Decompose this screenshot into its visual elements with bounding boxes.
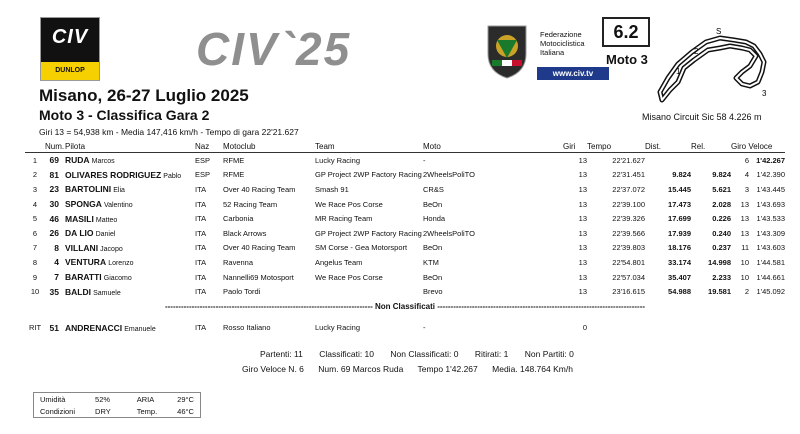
cell-giri: 13 — [578, 272, 587, 282]
cell-fast-lap-number: 13 — [740, 199, 749, 209]
cell-fast-lap-time: 1'45.092 — [756, 287, 786, 297]
cell-dist: 33.174 — [668, 257, 691, 267]
cell-moto: BeOn — [423, 272, 443, 282]
federation-line-3: Italiana — [540, 48, 565, 57]
cell-dist: 17.939 — [668, 228, 691, 238]
cell-pos: 6 — [32, 228, 38, 238]
table-row — [25, 153, 785, 168]
rider-firstname: Pablo — [163, 172, 182, 180]
table-row — [25, 182, 785, 197]
federation-line-2: Motociclistica — [540, 39, 585, 48]
cell-num: 7 — [54, 272, 59, 283]
cell-num: 8 — [54, 242, 59, 253]
cell-giri: 13 — [578, 199, 587, 209]
cell-rel: 19.581 — [708, 287, 731, 297]
cell-dist: 17.699 — [668, 214, 691, 224]
fastest-lap-rider: Num. 69 Marcos Ruda — [318, 364, 404, 374]
cell-team: Angelus Team — [315, 257, 363, 267]
cell-rel: 0.240 — [712, 228, 731, 238]
event-title: Misano, 26-27 Luglio 2025 — [39, 86, 249, 105]
cell-pilota — [65, 182, 195, 197]
summary-non-classificati: Non Classificati: 0 — [390, 349, 459, 359]
cell-pilota — [65, 270, 195, 285]
empty-cell — [731, 321, 749, 336]
cell-tempo: 22'37.072 — [612, 184, 645, 194]
non-classified-label: ------------------------------------------------------------------------------ Non Classificati ------------------------------------------------------------------------------ — [164, 301, 646, 311]
cell-team: Lucky Racing — [315, 323, 361, 333]
rider-firstname: Daniel — [95, 231, 116, 239]
cell-fast-lap-time: 1'44.661 — [756, 272, 786, 282]
cell-dist: 54.988 — [668, 287, 691, 297]
table-row — [25, 168, 785, 183]
cell-rel: 5.621 — [712, 184, 731, 194]
cell-fast-lap-number: 3 — [744, 184, 749, 194]
cell-tempo: 22'21.627 — [612, 155, 645, 165]
cell-tempo: 22'31.451 — [612, 170, 645, 180]
cell-pos: 4 — [32, 199, 38, 209]
table-row — [25, 211, 785, 226]
header-tempo: Tempo — [587, 140, 645, 153]
cell-moto: Honda — [423, 214, 446, 224]
cell-num: 51 — [49, 322, 59, 333]
fmi-crest-icon — [484, 20, 530, 80]
map-marker-2: 2 — [694, 47, 699, 56]
cell-motoclub: Over 40 Racing Team — [223, 243, 296, 253]
cell-naz: ITA — [195, 199, 207, 209]
fastest-lap-number: Giro Veloce N. 6 — [242, 364, 304, 374]
results-table — [25, 140, 785, 335]
map-marker-3: 3 — [762, 89, 767, 98]
cell-moto: 2WheelsPoliTO — [423, 228, 475, 238]
table-row-retired — [25, 321, 785, 336]
table-row — [25, 241, 785, 256]
cell-dist: 9.824 — [672, 170, 691, 180]
header-rel: Rel. — [691, 140, 731, 153]
cell-tempo: 22'54.801 — [612, 257, 645, 267]
cell-giri: 13 — [578, 257, 587, 267]
cell-fast-lap-number: 2 — [744, 287, 749, 297]
civ-title-year: `25 — [278, 23, 352, 75]
cell-moto: KTM — [423, 257, 439, 267]
cell-motoclub: RFME — [223, 170, 245, 180]
cell-fast-lap-number: 4 — [744, 170, 749, 180]
cell-pos: 3 — [32, 184, 38, 194]
rider-firstname: Valentino — [103, 202, 133, 210]
spacer-cell — [25, 314, 785, 321]
cell-fast-lap-time: 1'42.390 — [756, 170, 786, 180]
cell-motoclub: Over 40 Racing Team — [223, 184, 296, 194]
header-dist: Dist. — [645, 140, 691, 153]
rider-firstname: Giacomo — [103, 275, 132, 283]
track-temp-value: 46°C — [177, 406, 194, 416]
cell-motoclub: Nannelli69 Motosport — [223, 272, 294, 282]
cell-pos: 5 — [32, 214, 38, 224]
cell-giri: 13 — [578, 170, 587, 180]
cell-giri: 13 — [578, 214, 587, 224]
cell-dist: 15.445 — [668, 184, 691, 194]
header-pos — [25, 140, 45, 153]
cell-tempo: 22'39.326 — [612, 214, 645, 224]
cell-pos: RIT — [28, 323, 42, 333]
federation-name — [540, 30, 585, 57]
cell-pilota — [65, 197, 195, 212]
spacer-row — [25, 314, 785, 321]
cell-fast-lap-time: 1'43.309 — [756, 228, 786, 238]
table-row — [25, 197, 785, 212]
cell-tempo: 22'39.566 — [612, 228, 645, 238]
race-number-box: 6.2 — [602, 17, 650, 47]
air-label: ARIA — [136, 394, 155, 404]
cell-rel: 14.998 — [708, 257, 731, 267]
rider-firstname: Matteo — [95, 216, 118, 224]
civ-logo-text: CIV — [51, 26, 89, 48]
air-value: 29°C — [177, 394, 194, 404]
cell-naz: ESP — [195, 170, 211, 180]
cell-fast-lap-number: 13 — [740, 214, 749, 224]
cell-dist: 17.473 — [668, 199, 691, 209]
dunlop-logo: DUNLOP — [41, 62, 99, 80]
cell-num: 26 — [49, 228, 59, 239]
cell-team: We Race Pos Corse — [315, 199, 383, 209]
rider-firstname: Emanuele — [124, 325, 156, 333]
empty-cell — [587, 321, 645, 336]
cell-fast-lap-number: 11 — [741, 243, 749, 253]
cell-moto: 2WheelsPoliTO — [423, 170, 475, 180]
summary-ritirati: Ritirati: 1 — [474, 349, 509, 359]
cell-motoclub: RFME — [223, 155, 245, 165]
cell-naz: ITA — [195, 272, 207, 282]
cell-dist — [645, 153, 691, 168]
cell-pilota — [65, 168, 195, 183]
rider-surname: SPONGA — [65, 199, 102, 210]
cell-num: 23 — [49, 184, 59, 195]
cell-motoclub: Ravenna — [223, 257, 254, 267]
class-name: Moto 3 — [606, 52, 648, 67]
fastest-lap-speed: Media. 148.764 Km/h — [492, 364, 573, 374]
cell-giri: 13 — [578, 184, 587, 194]
rider-surname: DA LIO — [65, 228, 94, 239]
cell-moto: - — [423, 155, 426, 165]
weather-row-1 — [34, 393, 201, 406]
table-header-row — [25, 140, 785, 153]
rider-surname: BARTOLINI — [65, 184, 112, 195]
cell-rel: 9.824 — [712, 170, 731, 180]
table-row — [25, 284, 785, 299]
header-giri: Giri — [563, 140, 587, 153]
cell-num: 69 — [49, 155, 59, 166]
cell-team: Lucky Racing — [315, 155, 361, 165]
cell-fast-lap-number: 6 — [744, 155, 749, 165]
cell-motoclub: Rosso Italiano — [223, 323, 271, 333]
cell-motoclub: Carbonia — [223, 214, 254, 224]
cell-pilota — [65, 153, 195, 168]
rider-firstname: Elia — [113, 187, 125, 195]
fastest-lap-time: Tempo 1'42.267 — [417, 364, 478, 374]
conditions-value: DRY — [95, 406, 111, 416]
rider-firstname: Jacopo — [100, 245, 123, 253]
rider-firstname: Samuele — [93, 289, 121, 297]
rider-surname: VILLANI — [65, 242, 99, 253]
cell-rel: 0.226 — [712, 214, 731, 224]
cell-pos: 8 — [32, 257, 38, 267]
cell-giri: 0 — [582, 323, 587, 333]
summary-non-partiti: Non Partiti: 0 — [524, 349, 574, 359]
cell-pilota — [65, 226, 195, 241]
conditions-label: Condizioni — [40, 406, 76, 416]
summary-partenti: Partenti: 11 — [260, 349, 303, 359]
cell-giri: 13 — [578, 243, 587, 253]
cell-team: MR Racing Team — [315, 214, 373, 224]
cell-pilota — [65, 241, 195, 256]
cell-team: We Race Pos Corse — [315, 272, 383, 282]
cell-moto: Brevo — [423, 287, 443, 297]
summary-classificati: Classificati: 10 — [319, 349, 375, 359]
cell-moto: CR&S — [423, 184, 444, 194]
cell-naz: ITA — [195, 323, 207, 333]
cell-tempo: 22'57.034 — [612, 272, 645, 282]
empty-cell — [691, 321, 731, 336]
header-motoclub: Motoclub — [223, 140, 315, 153]
civ-title-logo — [196, 22, 352, 75]
non-classified-separator — [25, 299, 785, 314]
cell-tempo: 22'39.100 — [612, 199, 645, 209]
table-row — [25, 270, 785, 285]
cell-pos: 9 — [32, 272, 38, 282]
rider-surname: VENTURA — [65, 257, 107, 268]
federation-line-1: Federazione — [540, 30, 582, 39]
header-team: Team — [315, 140, 423, 153]
map-marker-start: S — [716, 27, 722, 36]
cell-fast-lap-number: 10 — [740, 272, 749, 282]
cell-rel: 0.237 — [712, 243, 731, 253]
cell-fast-lap-time: 1'42.267 — [756, 155, 786, 165]
cell-naz: ESP — [195, 155, 211, 165]
cell-giri: 13 — [578, 287, 587, 297]
race-info: Giri 13 = 54,938 km - Media 147,416 km/h - Tempo di gara 22'21.627 — [39, 127, 299, 137]
cell-team: SM Corse - Gea Motorsport — [315, 243, 408, 253]
track-temp-label: Temp. — [136, 406, 158, 416]
rider-surname: BALDI — [65, 286, 91, 297]
cell-giri: 13 — [578, 155, 587, 165]
header-naz: Naz — [195, 140, 223, 153]
cell-num: 4 — [54, 257, 59, 268]
cell-fast-lap-time: 1'43.445 — [756, 184, 786, 194]
federation-website[interactable]: www.civ.tv — [537, 67, 609, 80]
cell-pos: 1 — [32, 155, 38, 165]
cell-pilota — [65, 255, 195, 270]
rider-surname: MASILI — [65, 213, 94, 224]
cell-dist: 35.407 — [668, 272, 691, 282]
cell-tempo: 23'16.615 — [612, 287, 645, 297]
cell-rel — [691, 153, 731, 168]
cell-pos: 7 — [32, 243, 38, 253]
civ-title-text: CIV — [196, 23, 279, 75]
rider-surname: RUDA — [65, 155, 90, 166]
cell-tempo: 22'39.803 — [612, 243, 645, 253]
cell-naz: ITA — [195, 243, 207, 253]
cell-team — [315, 284, 423, 299]
weather-box — [33, 392, 201, 418]
cell-num: 46 — [49, 213, 59, 224]
cell-pilota — [65, 211, 195, 226]
cell-naz: ITA — [195, 214, 207, 224]
cell-fast-lap-time: 1'43.693 — [756, 199, 786, 209]
cell-rel: 2.028 — [712, 199, 731, 209]
cell-rel: 2.233 — [712, 272, 731, 282]
empty-cell — [749, 321, 785, 336]
cell-pilota — [65, 284, 195, 299]
race-title: Moto 3 - Classifica Gara 2 — [39, 107, 210, 123]
empty-cell — [645, 321, 691, 336]
cell-moto: BeOn — [423, 243, 443, 253]
cell-team: GP Project 2WP Factory Racing — [315, 228, 422, 238]
rider-firstname: Marcos — [91, 158, 115, 166]
humidity-value: 52% — [95, 394, 111, 404]
header-giro-veloce: Giro Veloce — [731, 140, 785, 153]
cell-moto: - — [423, 323, 426, 333]
map-marker-1: 1 — [676, 67, 681, 76]
cell-naz: ITA — [195, 257, 207, 267]
cell-pos: 10 — [30, 287, 40, 297]
summary-fastest-lap — [242, 364, 585, 374]
circuit-map-icon — [650, 20, 780, 110]
cell-fast-lap-number: 10 — [740, 257, 749, 267]
weather-row-2 — [34, 405, 201, 418]
civ-logo — [40, 17, 100, 81]
humidity-label: Umidità — [40, 394, 66, 404]
cell-fast-lap-time: 1'44.581 — [756, 257, 786, 267]
header-pilota: Pilota — [65, 140, 195, 153]
cell-naz: ITA — [195, 228, 207, 238]
results-body — [25, 153, 785, 336]
cell-num: 35 — [49, 286, 59, 297]
table-row — [25, 226, 785, 241]
cell-motoclub: Paolo Tordi — [223, 287, 261, 297]
cell-giri: 13 — [578, 228, 587, 238]
header-num: Num. — [45, 141, 65, 151]
header-moto: Moto — [423, 140, 563, 153]
cell-motoclub: Black Arrows — [223, 228, 267, 238]
cell-moto: BeOn — [423, 199, 443, 209]
cell-team: Smash 91 — [315, 184, 349, 194]
cell-num: 81 — [49, 169, 59, 180]
cell-naz: ITA — [195, 184, 207, 194]
rider-surname: BARATTI — [65, 272, 102, 283]
cell-fast-lap-number: 13 — [740, 228, 749, 238]
cell-dist: 18.176 — [668, 243, 691, 253]
cell-pilota — [65, 321, 195, 336]
summary-counts — [260, 349, 588, 359]
circuit-name: Misano Circuit Sic 58 4.226 m — [642, 112, 762, 122]
cell-pos: 2 — [32, 170, 38, 180]
cell-motoclub: 52 Racing Team — [223, 199, 278, 209]
cell-fast-lap-time: 1'43.603 — [756, 243, 786, 253]
rider-surname: ANDRENACCI — [65, 322, 123, 333]
cell-team: GP Project 2WP Factory Racing — [315, 170, 422, 180]
cell-fast-lap-time: 1'43.533 — [756, 214, 786, 224]
cell-naz: ITA — [195, 287, 207, 297]
rider-firstname: Lorenzo — [108, 260, 134, 268]
cell-num: 30 — [49, 199, 59, 210]
rider-surname: OLIVARES RODRIGUEZ — [65, 169, 162, 180]
table-row — [25, 255, 785, 270]
